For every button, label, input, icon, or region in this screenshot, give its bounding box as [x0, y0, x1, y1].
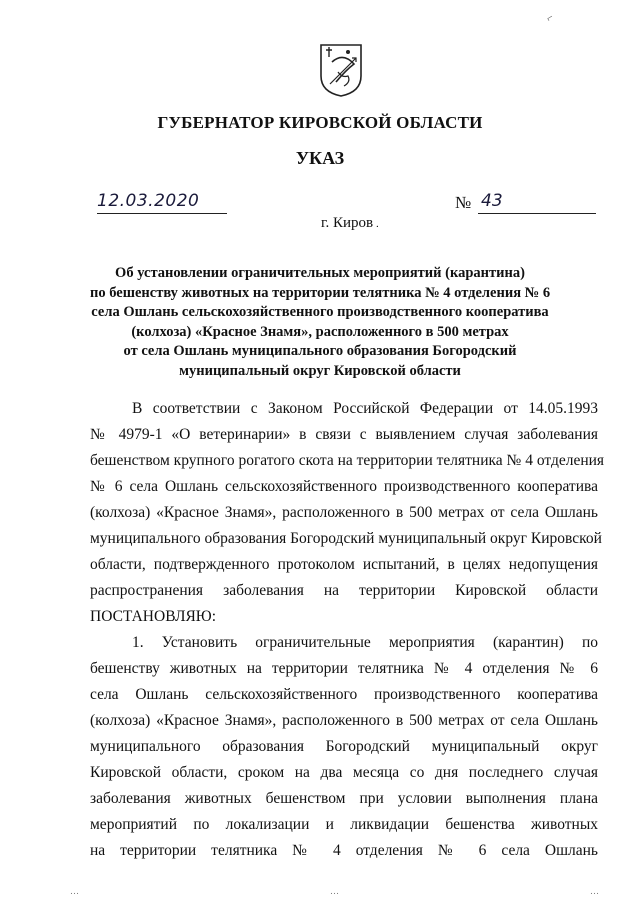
body-line: заболевания животных бешенством при условии выполнения плана: [90, 790, 598, 807]
coat-of-arms-icon: [318, 42, 364, 98]
date-field: [97, 193, 227, 214]
body-line: бешенством крупного рогатого скота на территории телятника № 4 отделения: [90, 452, 605, 469]
body-line: (колхоза) «Красное Знамя», расположенного в 500 метрах от села Ошлань: [90, 712, 598, 729]
body-line: бешенству животных на территории телятника № 4 отделения № 6: [90, 660, 598, 677]
body-line: Кировской области, сроком на два месяца со дня последнего случая: [90, 764, 598, 781]
document-date: 12.03.2020: [97, 191, 200, 211]
footer-mark: …: [590, 886, 599, 896]
corner-scan-mark: ⌐: [544, 11, 556, 25]
heading-line: муниципальный округ Кировской области: [179, 362, 461, 379]
body-line: (колхоза) «Красное Знамя», расположенного в 500 метрах от села Ошлань: [90, 504, 598, 521]
number-label: №: [455, 193, 472, 212]
body-line: № 6 села Ошлань сельскохозяйственного производственного кооператива: [90, 478, 598, 495]
body-line: муниципального образования Богородский муниципальный округ: [90, 738, 598, 755]
heading-line: Об установлении ограничительных мероприятий (карантина): [115, 265, 525, 281]
body-line: области, подтвержденного протоколом испытаний, в целях недопущения: [90, 556, 598, 573]
number-field: [478, 193, 596, 214]
body-line: муниципального образования Богородский муниципальный округ Кировской: [90, 530, 602, 547]
body-line: распространения заболевания на территории Кировской области: [90, 582, 598, 599]
heading-line: села Ошлань сельскохозяйственного производственного кооператива: [91, 304, 549, 320]
issuing-authority: ГУБЕРНАТОР КИРОВСКОЙ ОБЛАСТИ: [157, 113, 483, 132]
footer-mark: …: [330, 886, 339, 896]
footer-mark: …: [70, 886, 79, 896]
body-line: В соответствии с Законом Российской Федерации от 14.05.1993: [132, 400, 598, 417]
document-number: 43: [481, 191, 503, 211]
heading-line: от села Ошлань муниципального образования Богородский: [123, 343, 517, 359]
city-dot-mark: .: [376, 218, 379, 230]
document-heading: [90, 264, 550, 381]
heading-line: (колхоза) «Красное Знамя», расположенного в 500 метрах: [131, 323, 509, 340]
heading-line: по бешенству животных на территории телятника № 4 отделения № 6: [90, 284, 551, 301]
resolution-word: ПОСТАНОВЛЯЮ:: [90, 608, 217, 625]
body-line: 1. Установить ограничительные мероприятия (карантин) по: [132, 634, 598, 651]
body-line: № 4979-1 «О ветеринарии» в связи с выявлением случая заболевания: [90, 426, 598, 443]
document-type-title: УКАЗ: [295, 148, 345, 168]
body-line: на территории телятника № 4 отделения № 6 села Ошлань: [90, 842, 598, 859]
city: г. Киров: [321, 215, 374, 231]
document-body: [90, 396, 605, 864]
body-line: мероприятий по локализации и ликвидации бешенства животных: [90, 816, 598, 833]
body-line: села Ошлань сельскохозяйственного производственного кооператива: [90, 686, 598, 703]
